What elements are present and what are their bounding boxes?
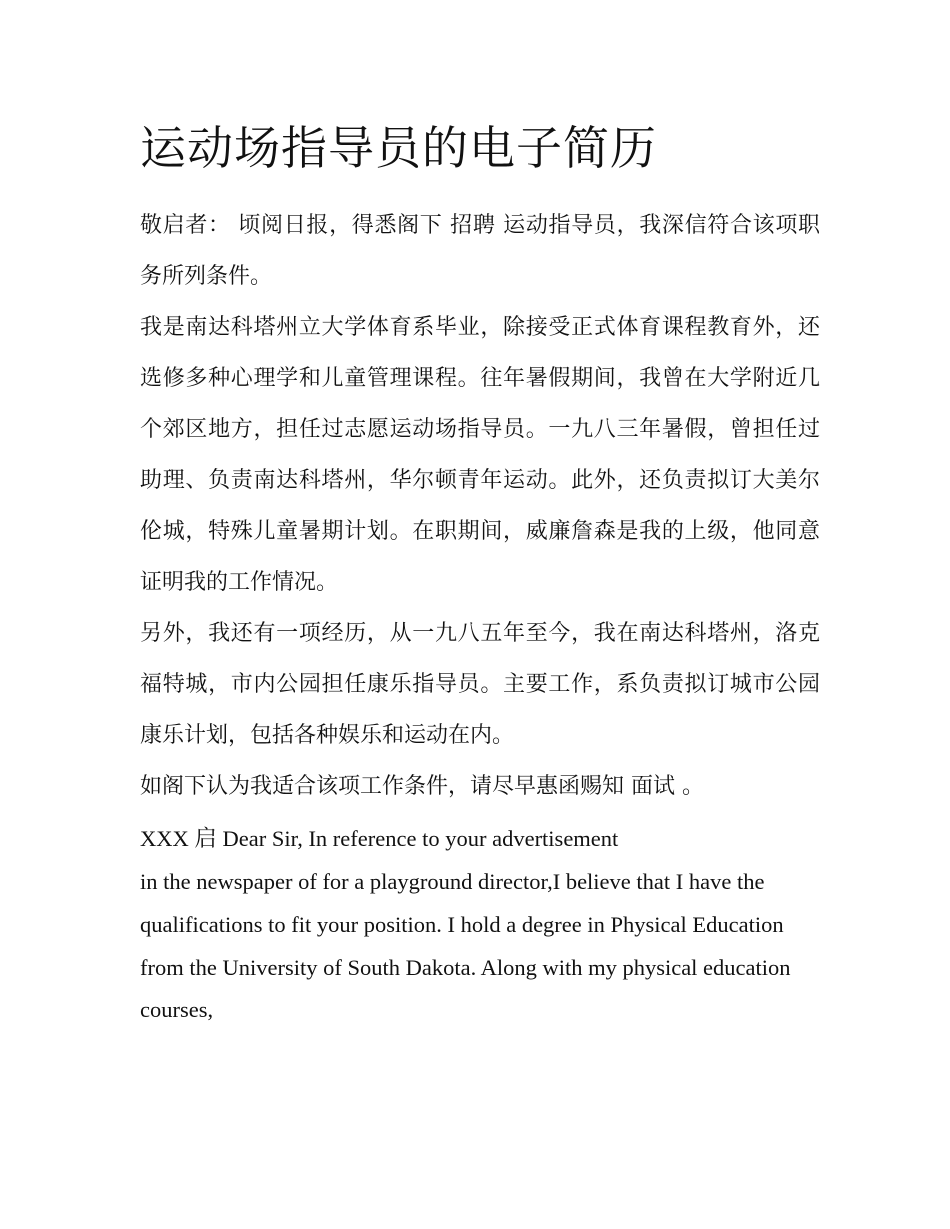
english-line: from the University of South Dakota. Along with my physical education courses, xyxy=(140,955,791,1022)
document-title: 运动场指导员的电子简历 xyxy=(140,121,657,175)
closing-paragraph: 如阁下认为我适合该项工作条件，请尽早惠函赐知 面试 。 xyxy=(140,774,704,799)
background-paragraph: 我是南达科塔州立大学体育系毕业，除接受正式体育课程教育外，还选修多种心理学和儿童管理课程。往年暑假期间，我曾在大学附近几个郊区地方，担任过志愿运动场指导员。一九八三年暑假，曾担任过助理、负责南达科塔州，华尔顿青年运动。此外，还负责拟订大美尔伦城，特殊儿童暑期计划。在职期间，威廉詹森是我的上级，他同意证明我的工作情况。 xyxy=(140,315,820,595)
english-line: in the newspaper of for a playground director,I believe that I have the xyxy=(140,869,765,894)
document-body xyxy=(140,118,820,1032)
english-line: XXX 启 Dear Sir, In reference to your advertisement xyxy=(140,826,619,851)
english-letter xyxy=(140,818,820,1031)
experience-paragraph: 另外，我还有一项经历，从一九八五年至今，我在南达科塔州，洛克福特城，市内公园担任康乐指导员。主要工作，系负责拟订城市公园康乐计划，包括各种娱乐和运动在内。 xyxy=(140,621,820,748)
english-line: qualifications to fit your position. I hold a degree in Physical Education xyxy=(140,912,784,937)
greeting-paragraph: 敬启者： 顷阅日报，得悉阁下 招聘 运动指导员，我深信符合该项职务所列条件。 xyxy=(140,213,820,289)
